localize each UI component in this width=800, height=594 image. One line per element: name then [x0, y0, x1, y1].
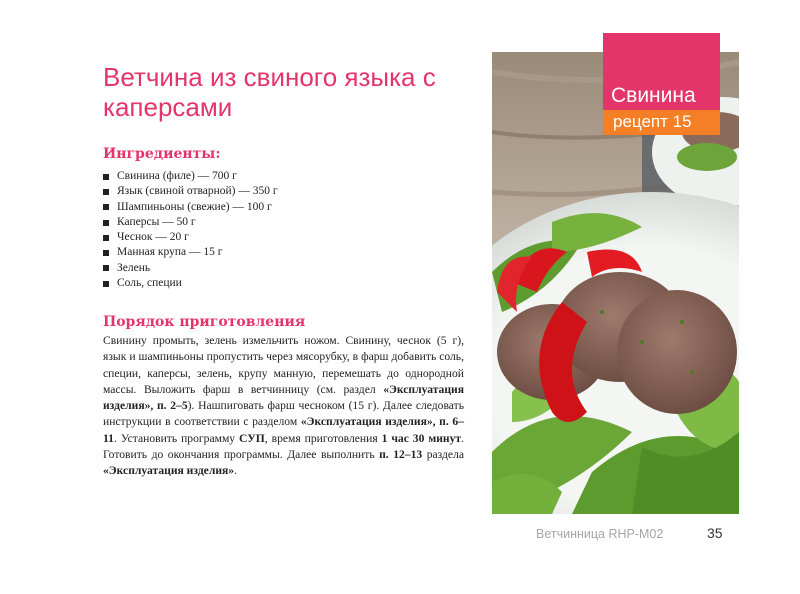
method-bold-text: 1 час 30 минут — [381, 431, 462, 445]
footer-product-name: Ветчинница RHP-M02 — [536, 527, 664, 541]
list-item — [103, 169, 278, 184]
method-text: . Готовить до окончания программы. Далее выполнить — [103, 431, 464, 462]
ingredient-text: Зелень — [117, 261, 151, 274]
category-label: Свинина — [611, 84, 696, 107]
bullet-icon — [103, 281, 109, 287]
list-item — [103, 184, 278, 199]
bullet-icon — [103, 220, 109, 226]
list-item — [103, 276, 278, 291]
list-item — [103, 261, 278, 276]
bullet-icon — [103, 265, 109, 271]
ingredient-text: Язык (свиной отварной) — 350 г — [117, 185, 278, 198]
ingredient-text: Свинина (филе) — 700 г — [117, 170, 237, 182]
bullet-icon — [103, 204, 109, 210]
page-title: Ветчина из свиного языка с каперсами — [103, 62, 436, 122]
method-bold-text: п. 12–13 — [379, 448, 423, 462]
method-bold-text: СУП — [239, 431, 265, 445]
ingredient-text: Чеснок — 20 г — [117, 231, 189, 244]
ingredient-text: Соль, специи — [117, 277, 182, 290]
ingredients-list — [103, 169, 278, 291]
list-item — [103, 215, 278, 230]
bullet-icon — [103, 250, 109, 256]
page-number: 35 — [707, 525, 723, 541]
method-text: . — [234, 464, 237, 478]
list-item — [103, 245, 278, 260]
method-bold-text: «Эксплуатация изделия», п. 6–11 — [103, 415, 464, 445]
method-text: Свинину промыть, зелень измельчить ножом. Свинину, чеснок (5 г), язык и шампиньоны пропустить через мясорубку, в фарш добавить соль, специи, каперсы, зелень, крупу манную, перемешать до однородной массы. Выложить фарш в ветчинницу (см. раздел — [103, 334, 464, 396]
method-text: раздела — [422, 448, 464, 462]
method-bold-text: «Эксплуатация изделия» — [103, 464, 235, 478]
method-heading: Порядок приготовления — [103, 314, 306, 330]
recipe-number-label — [613, 111, 692, 133]
recipe-word: рецепт — [613, 112, 668, 131]
bullet-icon — [103, 235, 109, 241]
ingredients-heading: Ингредиенты: — [103, 146, 221, 162]
ingredient-text: Каперсы — 50 г — [117, 215, 196, 228]
method-bold-text: «Эксплуатация изделия», п. 2–5 — [103, 382, 464, 413]
list-item — [103, 200, 278, 215]
list-item — [103, 230, 278, 245]
method-paragraph — [103, 333, 464, 480]
method-text: ). Нашпиговать фарш чесноком (15 г). Далее следовать инструкции в соответствии с разделом — [103, 399, 464, 429]
bullet-icon — [103, 174, 109, 180]
bullet-icon — [103, 189, 109, 195]
method-text: , время приготовления — [264, 431, 382, 445]
ingredient-text: Шампиньоны (свежие) — 100 г — [117, 200, 272, 213]
method-text: . Установить программу — [113, 431, 240, 445]
ingredient-text: Манная крупа — 15 г — [117, 246, 223, 259]
recipe-number: 15 — [672, 112, 692, 131]
